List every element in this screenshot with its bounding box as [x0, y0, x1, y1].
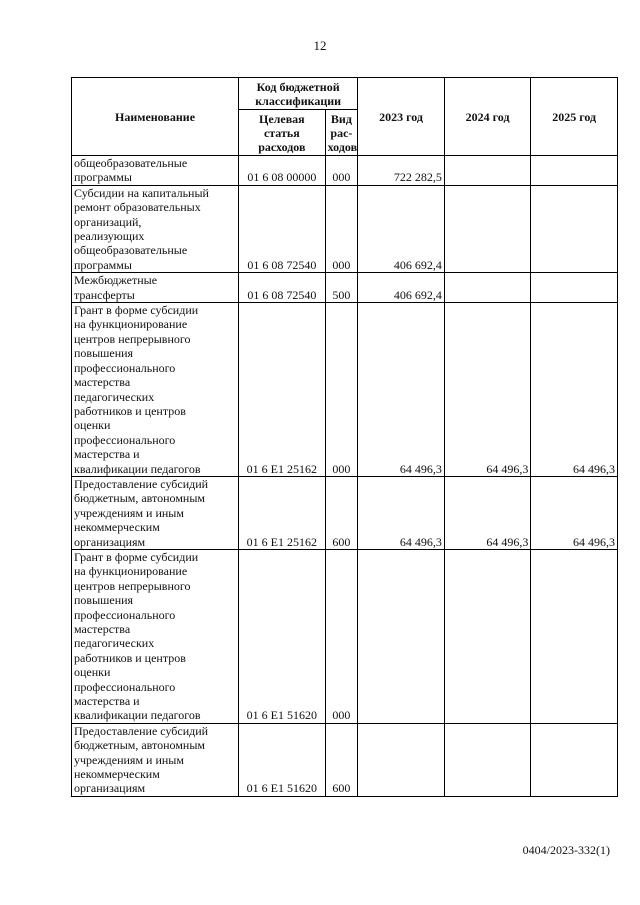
table-row	[72, 303, 618, 477]
cell-kind: 500	[325, 273, 358, 303]
cell-target: 01 6 Е1 51620	[239, 549, 326, 723]
cell-2025: 64 496,3	[531, 476, 618, 549]
table-header	[72, 78, 618, 156]
cell-2024	[444, 185, 531, 272]
cell-2024	[444, 549, 531, 723]
table-body	[72, 156, 618, 797]
cell-2025	[531, 549, 618, 723]
table-row	[72, 476, 618, 549]
header-kind: Вид рас-ходов	[325, 110, 358, 156]
cell-kind: 600	[325, 476, 358, 549]
document-code: 0404/2023-332(1)	[522, 843, 610, 857]
cell-2025: 64 496,3	[531, 303, 618, 477]
cell-name: общеобразовательные программы	[72, 156, 239, 186]
cell-kind: 000	[325, 549, 358, 723]
cell-kind: 000	[325, 185, 358, 272]
cell-2023: 722 282,5	[358, 156, 445, 186]
cell-target: 01 6 08 72540	[239, 185, 326, 272]
cell-target: 01 6 08 00000	[239, 156, 326, 186]
header-name: Наименование	[72, 78, 239, 156]
cell-kind: 600	[325, 723, 358, 796]
cell-2025	[531, 723, 618, 796]
table-row	[72, 723, 618, 796]
cell-2024	[444, 273, 531, 303]
cell-2024: 64 496,3	[444, 303, 531, 477]
cell-target: 01 6 Е1 51620	[239, 723, 326, 796]
header-2024: 2024 год	[444, 78, 531, 156]
cell-name: Грант в форме субсидии на функционирование центров непрерывного повышения профессионального мастерства педагогических работников и центров оценки профессионального мастерства и квалификации педагогов	[72, 303, 239, 477]
cell-2023	[358, 549, 445, 723]
cell-target: 01 6 08 72540	[239, 273, 326, 303]
cell-kind: 000	[325, 156, 358, 186]
cell-2025	[531, 273, 618, 303]
cell-2024	[444, 156, 531, 186]
budget-table	[71, 77, 618, 797]
cell-2023: 64 496,3	[358, 476, 445, 549]
header-2025: 2025 год	[531, 78, 618, 156]
cell-name: Субсидии на капитальный ремонт образовательных организаций, реализующих общеобразовательные программы	[72, 185, 239, 272]
table-row	[72, 273, 618, 303]
cell-2025	[531, 185, 618, 272]
cell-name: Межбюджетные трансферты	[72, 273, 239, 303]
cell-target: 01 6 Е1 25162	[239, 476, 326, 549]
cell-2023: 406 692,4	[358, 185, 445, 272]
cell-name: Предоставление субсидий бюджетным, автономным учреждениям и иным некоммерческим организациям	[72, 476, 239, 549]
table-row	[72, 549, 618, 723]
page-number: 12	[313, 38, 327, 53]
cell-2025	[531, 156, 618, 186]
header-code-group: Код бюджетной классификации	[239, 78, 358, 110]
cell-2024: 64 496,3	[444, 476, 531, 549]
table-row	[72, 156, 618, 186]
cell-target: 01 6 Е1 25162	[239, 303, 326, 477]
table-row	[72, 185, 618, 272]
cell-2023	[358, 723, 445, 796]
cell-2024	[444, 723, 531, 796]
header-target: Целевая статья расходов	[239, 110, 326, 156]
cell-kind: 000	[325, 303, 358, 477]
cell-name: Грант в форме субсидии на функционирование центров непрерывного повышения профессионального мастерства педагогических работников и центров оценки профессионального мастерства и квалификации педагогов	[72, 549, 239, 723]
cell-2023: 406 692,4	[358, 273, 445, 303]
cell-2023: 64 496,3	[358, 303, 445, 477]
header-2023: 2023 год	[358, 78, 445, 156]
cell-name: Предоставление субсидий бюджетным, автономным учреждениям и иным некоммерческим организациям	[72, 723, 239, 796]
